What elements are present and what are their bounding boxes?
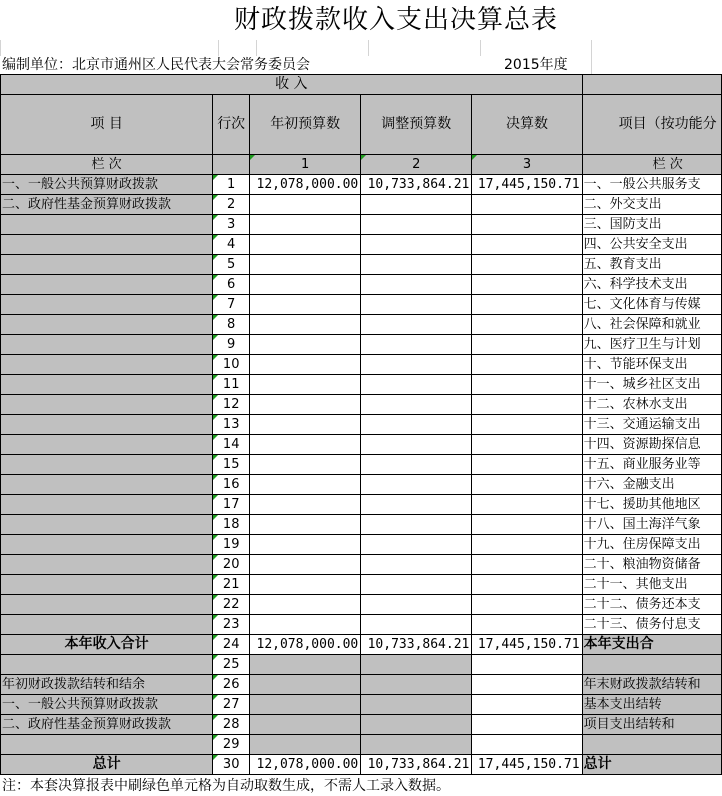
row-expense-label: 四、公共安全支出 (582, 235, 721, 255)
row-line-number: 12 (213, 395, 250, 415)
carry-item-label (1, 735, 213, 755)
cell-adjusted-budget[interactable] (361, 475, 472, 495)
carry-row (1, 675, 722, 695)
row-expense-label: 十五、商业服务业等 (582, 455, 721, 475)
year-label: 2015年度 (504, 57, 568, 73)
row-item-label (1, 395, 213, 415)
row-line-number: 8 (213, 315, 250, 335)
cell-final-amount[interactable] (472, 355, 582, 375)
carry-adjusted (361, 715, 472, 735)
row-line-number: 24 (213, 635, 250, 655)
cell-initial-budget[interactable] (250, 435, 361, 455)
table-row (1, 175, 722, 195)
row-line-number: 26 (213, 675, 250, 695)
carry-item-label (1, 655, 213, 675)
cell-final-amount[interactable] (472, 535, 582, 555)
row-line-number: 21 (213, 575, 250, 595)
row-line-number: 2 (213, 195, 250, 215)
carry-expense-label (582, 655, 721, 675)
carry-expense-label (582, 735, 721, 755)
cell-initial-budget[interactable] (250, 515, 361, 535)
row-expense-label: 十二、农林水支出 (582, 395, 721, 415)
cell-final-amount[interactable]: 17,445,150.71 (472, 175, 582, 195)
header-section-row (1, 75, 722, 95)
row-line-number: 11 (213, 375, 250, 395)
cell-final-amount[interactable] (472, 375, 582, 395)
row-expense-label: 一、一般公共服务支 (582, 175, 721, 195)
row-line-number: 16 (213, 475, 250, 495)
cell-initial-budget[interactable] (250, 295, 361, 315)
carry-expense-label: 年末财政拨款结转和 (582, 675, 721, 695)
row-item-label (1, 255, 213, 275)
row-line-number: 29 (213, 735, 250, 755)
cell-adjusted-budget[interactable] (361, 355, 472, 375)
row-item-label (1, 575, 213, 595)
table-row (1, 395, 722, 415)
cell-adjusted-budget[interactable] (361, 575, 472, 595)
table-row (1, 275, 722, 295)
report-title: 财政拨款收入支出决算总表 (233, 5, 558, 35)
cell-initial-budget[interactable] (250, 555, 361, 575)
cell-final-amount[interactable] (472, 455, 582, 475)
row-expense-label: 十八、国土海洋气象 (582, 515, 721, 535)
subtotal-row (1, 635, 722, 655)
cell-initial-budget[interactable] (250, 575, 361, 595)
cell-initial-budget[interactable] (250, 235, 361, 255)
cell-final-amount[interactable] (472, 575, 582, 595)
col-right-item-header: 项目（按功能分 (582, 95, 721, 155)
cell-initial-budget[interactable] (250, 275, 361, 295)
cell-initial-budget[interactable] (250, 355, 361, 375)
total-final: 17,445,150.71 (472, 755, 582, 775)
table-row (1, 215, 722, 235)
cell-final-amount[interactable] (472, 435, 582, 455)
row-item-label: 一、一般公共预算财政拨款 (1, 175, 213, 195)
carry-initial (250, 695, 361, 715)
row-expense-label: 十六、金融支出 (582, 475, 721, 495)
carry-initial (250, 675, 361, 695)
row-expense-label: 二十三、债务付息支 (582, 615, 721, 635)
row-line-number: 3 (213, 215, 250, 235)
carry-row (1, 695, 722, 715)
row-line-number: 30 (213, 755, 250, 775)
carry-adjusted (361, 695, 472, 715)
cell-final-amount[interactable] (472, 475, 582, 495)
cell-adjusted-budget[interactable] (361, 555, 472, 575)
carry-adjusted (361, 675, 472, 695)
row-line-number: 18 (213, 515, 250, 535)
cell-adjusted-budget[interactable] (361, 495, 472, 515)
cell-adjusted-budget[interactable] (361, 295, 472, 315)
cell-initial-budget[interactable] (250, 195, 361, 215)
cell-adjusted-budget[interactable] (361, 195, 472, 215)
cell-final-amount[interactable] (472, 595, 582, 615)
colnum-line (213, 155, 250, 175)
colnum-3: 3 (472, 155, 582, 175)
row-expense-label: 二、外交支出 (582, 195, 721, 215)
row-item-label (1, 495, 213, 515)
cell-final-amount[interactable] (472, 555, 582, 575)
colnum-label: 栏 次 (1, 155, 213, 175)
row-item-label (1, 555, 213, 575)
row-line-number: 6 (213, 275, 250, 295)
row-item-label (1, 355, 213, 375)
table-row (1, 595, 722, 615)
table-row (1, 235, 722, 255)
cell-final-amount[interactable] (472, 335, 582, 355)
carry-adjusted (361, 655, 472, 675)
unit-row (0, 56, 722, 74)
carry-expense-label: 基本支出结转 (582, 695, 721, 715)
row-line-number: 10 (213, 355, 250, 375)
cell-final-amount[interactable] (472, 395, 582, 415)
col-item-header: 项 目 (1, 95, 213, 155)
table-row (1, 555, 722, 575)
subtotal-adjusted: 10,733,864.21 (361, 635, 472, 655)
row-item-label (1, 215, 213, 235)
cell-final-amount[interactable] (472, 295, 582, 315)
unit-label: 编制单位：北京市通州区人民代表大会常务委员会 (2, 57, 310, 73)
cell-adjusted-budget[interactable] (361, 435, 472, 455)
row-expense-label: 七、文化体育与传媒 (582, 295, 721, 315)
footer-note: 注：本套决算报表中刷绿色单元格为自动取数生成，不需人工录入数据。 (2, 778, 450, 794)
carry-initial (250, 735, 361, 755)
blank-grid-row (0, 40, 722, 56)
colnum-2: 2 (361, 155, 472, 175)
income-section-header: 收 入 (1, 75, 583, 95)
carry-adjusted (361, 735, 472, 755)
table-row (1, 515, 722, 535)
carry-initial (250, 655, 361, 675)
row-expense-label: 八、社会保障和就业 (582, 315, 721, 335)
cell-final-amount[interactable] (472, 215, 582, 235)
carry-row (1, 655, 722, 675)
table-row (1, 375, 722, 395)
column-number-row (1, 155, 722, 175)
table-row (1, 255, 722, 275)
expense-section-header (582, 75, 721, 95)
table-row (1, 295, 722, 315)
cell-adjusted-budget[interactable] (361, 595, 472, 615)
col-final-header: 决算数 (472, 95, 582, 155)
carry-final[interactable] (472, 655, 582, 675)
row-line-number: 19 (213, 535, 250, 555)
total-label: 总计 (1, 755, 213, 775)
cell-initial-budget[interactable] (250, 215, 361, 235)
row-item-label (1, 455, 213, 475)
row-line-number: 7 (213, 295, 250, 315)
cell-adjusted-budget[interactable] (361, 515, 472, 535)
col-adjusted-header: 调整预算数 (361, 95, 472, 155)
col-initial-header: 年初预算数 (250, 95, 361, 155)
row-expense-label: 十七、援助其他地区 (582, 495, 721, 515)
cell-adjusted-budget[interactable] (361, 375, 472, 395)
row-line-number: 9 (213, 335, 250, 355)
cell-final-amount[interactable] (472, 315, 582, 335)
cell-initial-budget[interactable] (250, 595, 361, 615)
table-row (1, 435, 722, 455)
total-expense-label: 总计 (582, 755, 721, 775)
row-line-number: 17 (213, 495, 250, 515)
colnum-right: 栏 次 (582, 155, 721, 175)
budget-table (0, 74, 722, 775)
cell-initial-budget[interactable] (250, 415, 361, 435)
row-expense-label: 十四、资源勘探信息 (582, 435, 721, 455)
table-row (1, 535, 722, 555)
cell-adjusted-budget[interactable] (361, 415, 472, 435)
cell-final-amount[interactable] (472, 415, 582, 435)
row-expense-label: 十一、城乡社区支出 (582, 375, 721, 395)
carry-final[interactable] (472, 695, 582, 715)
cell-final-amount[interactable] (472, 275, 582, 295)
cell-adjusted-budget[interactable] (361, 335, 472, 355)
row-expense-label: 九、医疗卫生与计划 (582, 335, 721, 355)
row-expense-label: 二十二、债务还本支 (582, 595, 721, 615)
cell-initial-budget[interactable] (250, 455, 361, 475)
col-line-header: 行次 (213, 95, 250, 155)
row-item-label (1, 615, 213, 635)
row-line-number: 5 (213, 255, 250, 275)
header-columns-row (1, 95, 722, 155)
cell-final-amount[interactable] (472, 495, 582, 515)
row-expense-label: 十九、住房保障支出 (582, 535, 721, 555)
row-line-number: 14 (213, 435, 250, 455)
cell-adjusted-budget[interactable] (361, 535, 472, 555)
cell-final-amount[interactable] (472, 615, 582, 635)
table-row (1, 615, 722, 635)
cell-initial-budget[interactable] (250, 375, 361, 395)
row-item-label (1, 235, 213, 255)
colnum-1: 1 (250, 155, 361, 175)
carry-expense-label: 项目支出结转和 (582, 715, 721, 735)
table-row (1, 335, 722, 355)
row-item-label (1, 435, 213, 455)
cell-initial-budget[interactable] (250, 615, 361, 635)
subtotal-expense-label: 本年支出合 (582, 635, 721, 655)
cell-final-amount[interactable] (472, 195, 582, 215)
row-item-label (1, 515, 213, 535)
table-row (1, 415, 722, 435)
carry-item-label: 一、一般公共预算财政拨款 (1, 695, 213, 715)
carry-final[interactable] (472, 715, 582, 735)
table-row (1, 455, 722, 475)
cell-adjusted-budget[interactable] (361, 235, 472, 255)
row-expense-label: 三、国防支出 (582, 215, 721, 235)
cell-final-amount[interactable] (472, 515, 582, 535)
cell-adjusted-budget[interactable] (361, 255, 472, 275)
table-row (1, 355, 722, 375)
row-line-number: 28 (213, 715, 250, 735)
cell-adjusted-budget[interactable] (361, 395, 472, 415)
row-line-number: 22 (213, 595, 250, 615)
carry-final[interactable] (472, 675, 582, 695)
cell-final-amount[interactable] (472, 235, 582, 255)
cell-initial-budget[interactable] (250, 315, 361, 335)
row-item-label (1, 595, 213, 615)
row-item-label (1, 475, 213, 495)
cell-adjusted-budget[interactable] (361, 275, 472, 295)
row-item-label (1, 295, 213, 315)
row-expense-label: 二十、粮油物资储备 (582, 555, 721, 575)
cell-initial-budget[interactable] (250, 535, 361, 555)
table-row (1, 495, 722, 515)
subtotal-final: 17,445,150.71 (472, 635, 582, 655)
cell-adjusted-budget[interactable]: 10,733,864.21 (361, 175, 472, 195)
cell-initial-budget[interactable]: 12,078,000.00 (250, 175, 361, 195)
cell-adjusted-budget[interactable] (361, 315, 472, 335)
row-item-label (1, 415, 213, 435)
row-expense-label: 六、科学技术支出 (582, 275, 721, 295)
carry-row (1, 735, 722, 755)
carry-initial (250, 715, 361, 735)
row-expense-label: 十三、交通运输支出 (582, 415, 721, 435)
cell-initial-budget[interactable] (250, 335, 361, 355)
cell-initial-budget[interactable] (250, 475, 361, 495)
row-line-number: 25 (213, 655, 250, 675)
row-line-number: 4 (213, 235, 250, 255)
cell-initial-budget[interactable] (250, 255, 361, 275)
row-expense-label: 十、节能环保支出 (582, 355, 721, 375)
subtotal-label: 本年收入合计 (1, 635, 213, 655)
row-item-label (1, 375, 213, 395)
carry-item-label: 年初财政拨款结转和结余 (1, 675, 213, 695)
table-row (1, 575, 722, 595)
cell-adjusted-budget[interactable] (361, 615, 472, 635)
total-row (1, 755, 722, 775)
table-row (1, 475, 722, 495)
carry-item-label: 二、政府性基金预算财政拨款 (1, 715, 213, 735)
total-adjusted: 10,733,864.21 (361, 755, 472, 775)
row-line-number: 15 (213, 455, 250, 475)
cell-final-amount[interactable] (472, 255, 582, 275)
row-line-number: 23 (213, 615, 250, 635)
row-item-label: 二、政府性基金预算财政拨款 (1, 195, 213, 215)
row-line-number: 13 (213, 415, 250, 435)
cell-adjusted-budget[interactable] (361, 455, 472, 475)
row-expense-label: 五、教育支出 (582, 255, 721, 275)
table-row (1, 195, 722, 215)
cell-adjusted-budget[interactable] (361, 215, 472, 235)
cell-initial-budget[interactable] (250, 395, 361, 415)
row-item-label (1, 535, 213, 555)
total-initial: 12,078,000.00 (250, 755, 361, 775)
row-item-label (1, 335, 213, 355)
cell-initial-budget[interactable] (250, 495, 361, 515)
row-line-number: 20 (213, 555, 250, 575)
subtotal-initial: 12,078,000.00 (250, 635, 361, 655)
carry-final[interactable] (472, 735, 582, 755)
carry-row (1, 715, 722, 735)
row-line-number: 27 (213, 695, 250, 715)
row-line-number: 1 (213, 175, 250, 195)
table-row (1, 315, 722, 335)
row-expense-label: 二十一、其他支出 (582, 575, 721, 595)
row-item-label (1, 315, 213, 335)
row-item-label (1, 275, 213, 295)
